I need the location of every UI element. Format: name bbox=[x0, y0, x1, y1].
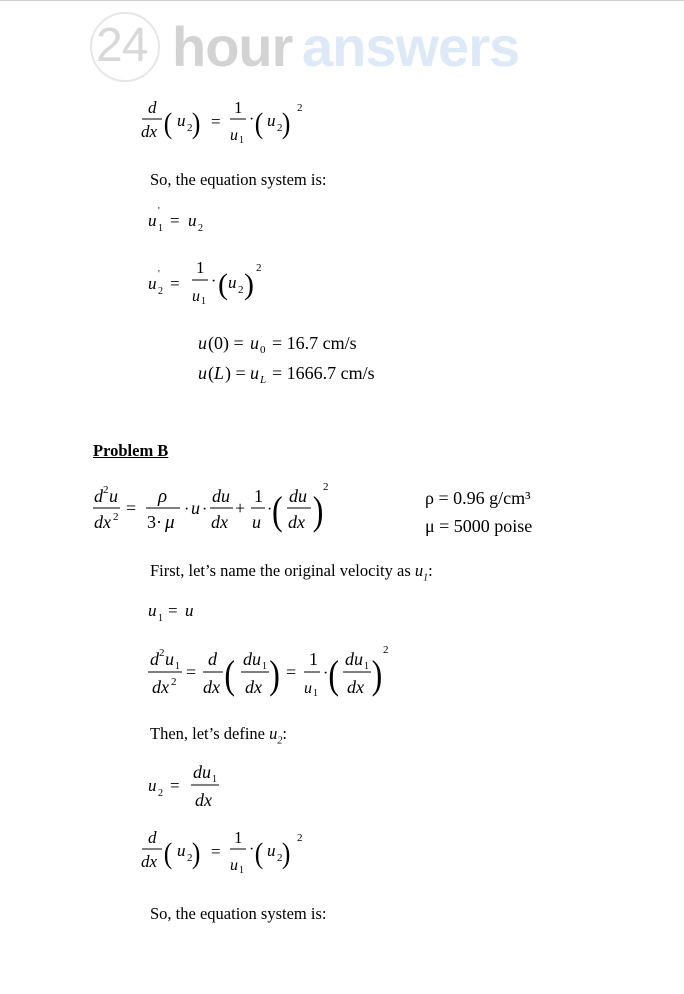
svg-text:0: 0 bbox=[260, 344, 266, 356]
svg-text:(: ( bbox=[254, 837, 264, 871]
svg-text:·: · bbox=[267, 501, 273, 518]
svg-text:d: d bbox=[150, 649, 159, 669]
svg-text:du: du bbox=[212, 486, 230, 506]
svg-text:1: 1 bbox=[158, 223, 163, 234]
svg-text:·: · bbox=[323, 665, 329, 682]
svg-text:1: 1 bbox=[313, 688, 318, 699]
svg-text:u: u bbox=[250, 333, 259, 353]
svg-text:1: 1 bbox=[364, 661, 369, 672]
svg-text:d: d bbox=[94, 486, 103, 506]
svg-text:) =: ) = bbox=[225, 363, 246, 383]
svg-text:u: u bbox=[148, 776, 157, 795]
svg-text:): ) bbox=[191, 107, 201, 141]
svg-text:dx: dx bbox=[288, 512, 305, 532]
svg-text:2: 2 bbox=[277, 122, 283, 134]
logo-number: 24 bbox=[96, 19, 148, 72]
svg-text:d: d bbox=[208, 649, 217, 669]
text-equation-system-1: So, the equation system is: bbox=[150, 170, 327, 189]
svg-text:u: u bbox=[252, 512, 261, 532]
svg-text:': ' bbox=[158, 269, 160, 280]
svg-text:): ) bbox=[191, 837, 201, 871]
svg-text:2: 2 bbox=[187, 852, 193, 864]
svg-text:2: 2 bbox=[238, 284, 244, 296]
watermark-logo bbox=[90, 8, 560, 88]
svg-text:+: + bbox=[235, 498, 246, 518]
svg-text:u: u bbox=[267, 111, 276, 130]
boundary-condition-2 bbox=[196, 360, 456, 386]
text-define-post: : bbox=[282, 724, 287, 743]
equation-second-derivative-u1 bbox=[146, 641, 406, 705]
svg-text:u: u bbox=[191, 498, 200, 518]
svg-text:(: ( bbox=[163, 107, 173, 141]
svg-text:(: ( bbox=[224, 652, 236, 697]
equation-du2-dx-top bbox=[140, 95, 320, 153]
top-rule bbox=[0, 0, 684, 1]
equation-u2-prime-1 bbox=[146, 255, 286, 311]
svg-text:=: = bbox=[211, 842, 221, 861]
svg-text:d: d bbox=[148, 98, 157, 117]
svg-text:): ) bbox=[371, 652, 383, 697]
logo-word-hour: hour bbox=[172, 15, 293, 78]
svg-text:=: = bbox=[168, 601, 178, 620]
svg-text:du: du bbox=[345, 649, 363, 669]
svg-text:=: = bbox=[286, 662, 297, 682]
svg-text:= 1666.7 cm/s: = 1666.7 cm/s bbox=[272, 363, 375, 383]
svg-text:2: 2 bbox=[256, 262, 262, 274]
svg-text:): ) bbox=[281, 107, 291, 141]
svg-text:2: 2 bbox=[103, 484, 109, 496]
heading-problem-b: Problem B bbox=[93, 441, 169, 460]
svg-text:u: u bbox=[185, 601, 194, 620]
svg-text:): ) bbox=[312, 488, 324, 533]
svg-text:1: 1 bbox=[158, 613, 163, 624]
boundary-condition-1 bbox=[196, 330, 436, 356]
svg-text:=: = bbox=[211, 112, 221, 131]
svg-text:u: u bbox=[230, 857, 238, 874]
svg-text:·: · bbox=[249, 841, 255, 858]
svg-text:dx: dx bbox=[152, 677, 169, 697]
svg-text:du: du bbox=[193, 762, 211, 782]
text-name-velocity-pre: First, let’s name the original velocity as bbox=[150, 561, 415, 580]
svg-text:1: 1 bbox=[254, 486, 263, 506]
svg-text:(: ( bbox=[218, 268, 228, 301]
svg-text:u: u bbox=[177, 841, 186, 860]
svg-text:dx: dx bbox=[211, 512, 228, 532]
svg-text:2: 2 bbox=[297, 832, 303, 844]
svg-text:2: 2 bbox=[277, 852, 283, 864]
svg-text:3·: 3· bbox=[147, 512, 162, 532]
svg-text:2: 2 bbox=[158, 286, 163, 297]
svg-text:dx: dx bbox=[203, 677, 220, 697]
text-name-velocity-var: u bbox=[414, 561, 424, 580]
svg-text:1: 1 bbox=[196, 258, 205, 277]
svg-text:u: u bbox=[177, 111, 186, 130]
svg-text:2: 2 bbox=[171, 676, 177, 688]
svg-text:=: = bbox=[170, 274, 180, 293]
logo-word-answers: answers bbox=[302, 15, 520, 78]
svg-text:(: ( bbox=[272, 488, 283, 533]
svg-text:=: = bbox=[126, 498, 137, 518]
svg-text:1: 1 bbox=[239, 865, 244, 876]
svg-text:u: u bbox=[148, 211, 157, 230]
svg-text:L: L bbox=[260, 374, 267, 386]
text-equation-system-2: So, the equation system is: bbox=[150, 904, 327, 923]
svg-text:2: 2 bbox=[198, 223, 203, 234]
svg-text:u: u bbox=[192, 288, 200, 305]
svg-text:1: 1 bbox=[234, 98, 243, 117]
svg-text:=: = bbox=[170, 211, 180, 230]
svg-text:dx: dx bbox=[141, 852, 158, 871]
svg-text:u: u bbox=[148, 601, 157, 620]
text-define-pre: Then, let’s define bbox=[150, 724, 270, 743]
parameter-rho: ρ = 0.96 g/cm³ bbox=[425, 488, 531, 508]
svg-text:(: ( bbox=[208, 363, 214, 383]
svg-text:dx: dx bbox=[141, 122, 158, 141]
svg-text:·: · bbox=[202, 501, 208, 518]
text-define-u2 bbox=[150, 724, 287, 746]
svg-text:u: u bbox=[230, 127, 238, 144]
svg-text:·: · bbox=[211, 273, 217, 290]
svg-text:': ' bbox=[158, 206, 160, 217]
svg-text:2: 2 bbox=[159, 647, 165, 659]
text-define-var: u bbox=[269, 724, 278, 743]
svg-text:2: 2 bbox=[383, 644, 389, 656]
svg-text:u: u bbox=[198, 333, 207, 353]
equation-du2-dx-bottom bbox=[140, 825, 320, 883]
svg-text:(: ( bbox=[328, 652, 340, 697]
svg-text:u: u bbox=[304, 680, 312, 697]
svg-text:u: u bbox=[267, 841, 276, 860]
svg-text:2: 2 bbox=[158, 788, 163, 799]
svg-text:ρ: ρ bbox=[158, 486, 168, 507]
equation-u1-equals-u bbox=[146, 597, 226, 625]
svg-text:du: du bbox=[289, 486, 307, 506]
text-name-velocity bbox=[150, 561, 433, 583]
svg-text:dx: dx bbox=[347, 677, 364, 697]
svg-text:·: · bbox=[184, 501, 190, 518]
svg-text:u: u bbox=[188, 211, 197, 230]
svg-text:): ) bbox=[281, 837, 291, 871]
text-define-sub: 2 bbox=[277, 735, 283, 747]
svg-text:(: ( bbox=[163, 837, 173, 871]
svg-text:L: L bbox=[214, 363, 225, 383]
svg-text:=: = bbox=[170, 776, 180, 795]
svg-text:u: u bbox=[148, 274, 157, 293]
equation-main-ode bbox=[92, 478, 342, 542]
svg-text:(0) =: (0) = bbox=[208, 333, 244, 353]
svg-text:): ) bbox=[244, 268, 254, 301]
svg-text:1: 1 bbox=[309, 649, 318, 669]
svg-text:(: ( bbox=[254, 107, 264, 141]
svg-text:=: = bbox=[186, 662, 197, 682]
svg-text:dx: dx bbox=[195, 790, 212, 810]
svg-text:u: u bbox=[109, 486, 118, 506]
text-name-velocity-sub: 1 bbox=[423, 572, 429, 584]
svg-text:μ: μ bbox=[165, 512, 175, 533]
equation-u1-prime bbox=[146, 206, 236, 236]
svg-text:d: d bbox=[148, 828, 157, 847]
svg-text:2: 2 bbox=[187, 122, 193, 134]
svg-text:1: 1 bbox=[234, 828, 243, 847]
equation-u2-definition bbox=[146, 758, 246, 814]
svg-text:dx: dx bbox=[245, 677, 262, 697]
svg-text:1: 1 bbox=[212, 774, 217, 785]
parameter-mu: μ = 5000 poise bbox=[425, 516, 533, 536]
svg-text:2: 2 bbox=[323, 481, 329, 493]
svg-text:2: 2 bbox=[297, 102, 303, 114]
svg-text:dx: dx bbox=[94, 512, 111, 532]
svg-text:2: 2 bbox=[113, 511, 119, 523]
svg-text:du: du bbox=[243, 649, 261, 669]
svg-text:u: u bbox=[228, 273, 237, 292]
text-name-velocity-post: : bbox=[428, 561, 433, 580]
svg-text:·: · bbox=[249, 111, 255, 128]
svg-text:1: 1 bbox=[239, 135, 244, 146]
svg-text:u: u bbox=[165, 649, 174, 669]
svg-text:u: u bbox=[198, 363, 207, 383]
svg-text:1: 1 bbox=[262, 661, 267, 672]
svg-text:1: 1 bbox=[175, 661, 180, 672]
svg-text:= 16.7 cm/s: = 16.7 cm/s bbox=[272, 333, 357, 353]
svg-text:1: 1 bbox=[201, 296, 206, 307]
svg-text:u: u bbox=[250, 363, 259, 383]
svg-text:): ) bbox=[269, 652, 280, 697]
